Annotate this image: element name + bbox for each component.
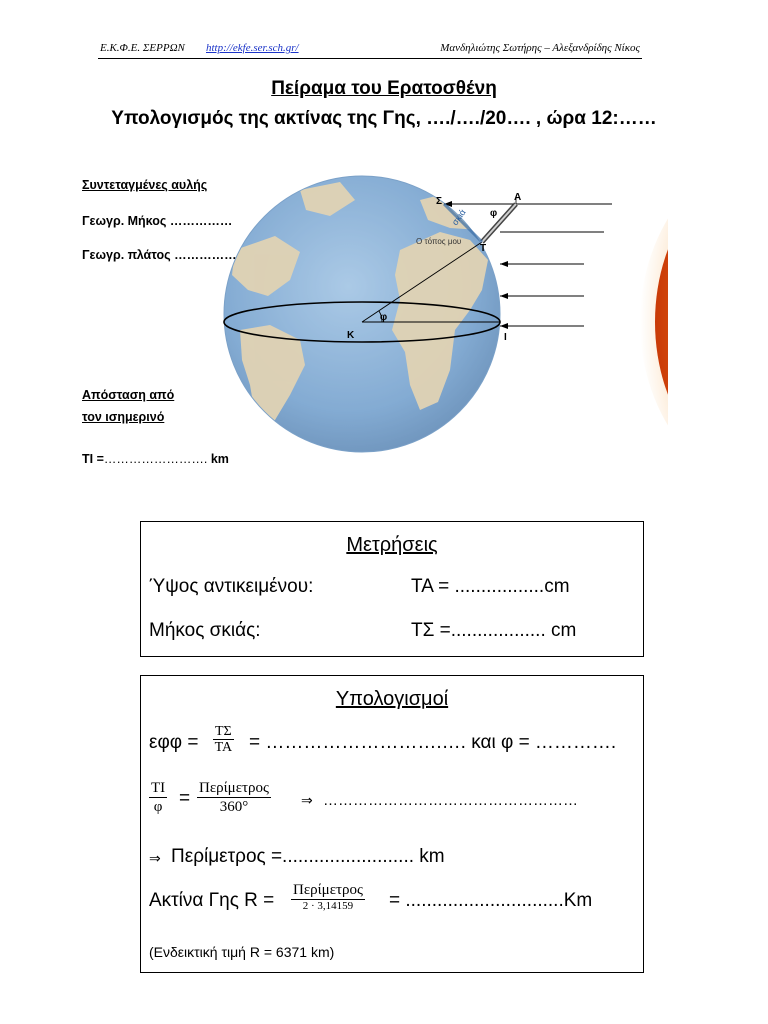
tan-phi-prefix: εφφ = — [149, 732, 199, 753]
object-height-label: Ύψος αντικειμένου: — [149, 576, 314, 597]
perimeter-result: Περίμετρος =......................... km — [171, 846, 445, 867]
page-header — [98, 42, 642, 59]
radius-result: = ..............................Km — [389, 890, 593, 911]
radius-prefix: Ακτίνα Γης R = — [149, 890, 275, 911]
sun-graphic — [640, 140, 768, 510]
ti-label: ΤΙ = — [82, 452, 104, 466]
page-title: Πείραμα του Ερατοσθένη — [271, 78, 497, 99]
reference-value-note: (Ενδεικτική τιμή R = 6371 km) — [149, 944, 335, 960]
shadow-length-label: Μήκος σκιάς: — [149, 620, 261, 641]
ti-unit: km — [210, 452, 229, 466]
tan-phi-result: = ……………………….…. και φ = …………. — [249, 732, 617, 753]
label-i: Ι — [504, 332, 507, 343]
ratio-implies-arrow: ⇒ — [301, 792, 313, 808]
radius-numerator: Περίμετρος — [293, 882, 363, 898]
label-sigma: Σ — [436, 196, 443, 207]
measurements-title: Μετρήσεις — [346, 534, 438, 556]
tan-phi-fraction — [213, 724, 234, 757]
perimeter-implies-arrow: ⇒ — [149, 850, 161, 866]
phi-denominator: φ — [153, 798, 163, 815]
label-phi-top: φ — [490, 208, 498, 219]
object-height-value: ΤΑ = .................cm — [411, 576, 570, 597]
label-my-place: Ο τόπος μου — [416, 237, 462, 246]
tan-phi-denominator: ΤΑ — [214, 740, 233, 756]
label-t: Τ — [480, 243, 487, 254]
label-k: Κ — [347, 330, 355, 341]
eratosthenes-diagram — [0, 140, 768, 510]
radius-fraction — [291, 882, 365, 913]
label-a: Α — [514, 192, 522, 203]
degrees-denominator: 360° — [219, 798, 249, 815]
measurements-box — [140, 521, 644, 657]
ti-dots: ……………………. — [103, 452, 208, 466]
coords-heading: Συντεταγμένες αυλής — [82, 178, 208, 192]
latitude-field: Γεωγρ. πλάτος …………… — [82, 248, 237, 262]
radius-denominator: 2 · 3,14159 — [302, 899, 354, 912]
ti-phi-fraction — [149, 780, 167, 816]
label-shadow: σκιά — [449, 207, 468, 228]
ratio-equals: = — [179, 788, 191, 809]
header-org: Ε.Κ.Φ.Ε. ΣΕΡΡΩΝ — [100, 42, 185, 54]
calculations-title: Υπολογισμοί — [335, 688, 449, 710]
ti-numerator: ΤΙ — [151, 780, 166, 796]
label-phi-center: φ — [380, 312, 388, 323]
calculations-box — [140, 675, 644, 973]
longitude-field: Γεωγρ. Μήκος …………… — [82, 214, 233, 228]
page-subtitle: Υπολογισμός της ακτίνας της Γης, …./…./20…. , ώρα 12:…… — [111, 108, 657, 129]
tan-phi-numerator: ΤΣ — [215, 724, 232, 739]
perimeter-numerator: Περίμετρος — [199, 780, 269, 796]
header-url-link[interactable]: http://ekfe.ser.sch.gr/ — [206, 42, 299, 54]
distance-heading-1: Απόσταση από — [82, 388, 175, 402]
shadow-length-value: ΤΣ =.................. cm — [411, 620, 577, 641]
header-authors: Μανδηλιώτης Σωτήρης – Αλεξανδρίδης Νίκος — [440, 42, 640, 54]
distance-heading-2: τον ισημερινό — [82, 410, 165, 424]
ratio-result: …………………………………………… — [323, 792, 578, 809]
perimeter-360-fraction — [197, 780, 271, 816]
